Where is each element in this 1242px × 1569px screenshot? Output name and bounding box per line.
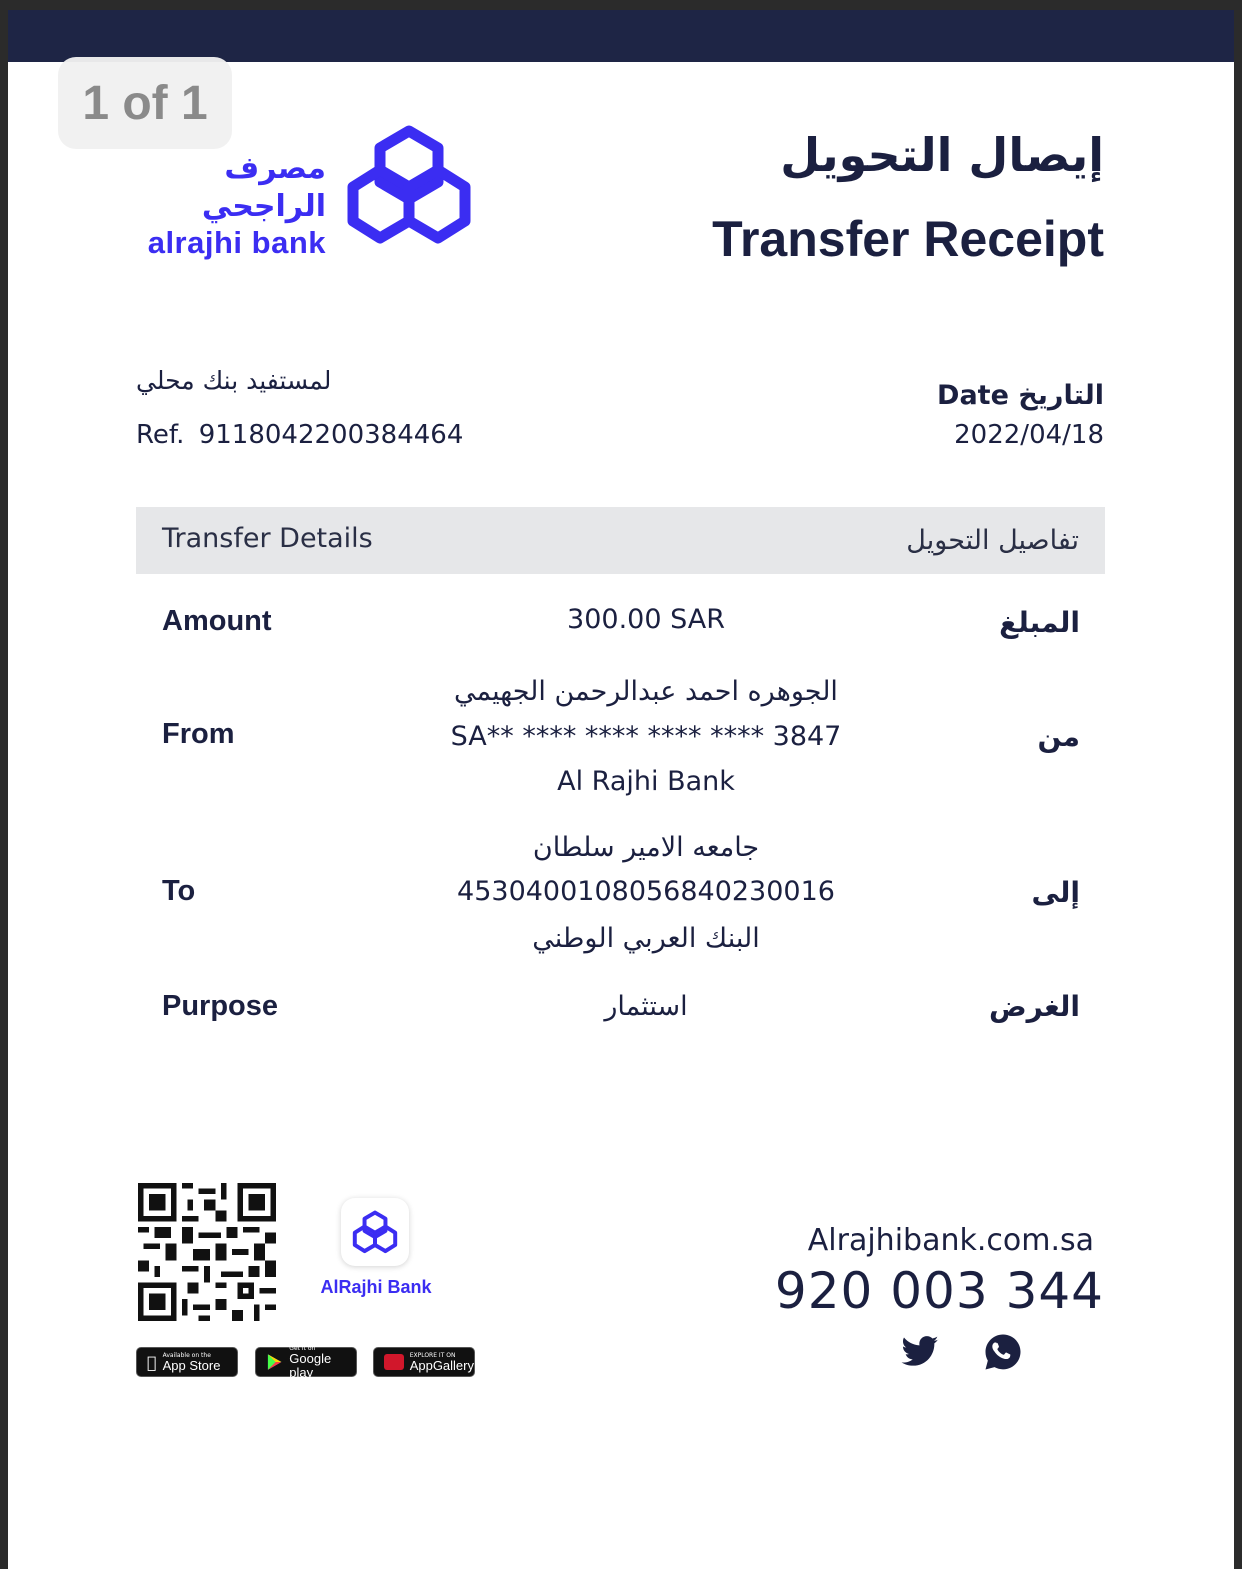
to-bank: البنك العربي الوطني [532, 923, 760, 954]
to-label-ar: إلى [1031, 876, 1080, 909]
ref-value: 9118042200384464 [198, 420, 464, 450]
huawei-icon [384, 1354, 404, 1370]
reference-number [136, 420, 463, 450]
details-header-ar: تفاصيل التحويل [906, 525, 1079, 556]
beneficiary-type: لمستفيد بنك محلي [136, 366, 332, 395]
purpose-value: استثمار [604, 991, 688, 1022]
receipt-title-en: Transfer Receipt [712, 211, 1104, 267]
google-play-icon [266, 1353, 283, 1371]
brand-name-en: alrajhi bank [147, 225, 326, 260]
viewer-toolbar [8, 10, 1234, 62]
details-header-en: Transfer Details [162, 523, 373, 554]
from-bank: Al Rajhi Bank [557, 766, 735, 797]
alrajhi-logo-small-icon [352, 1210, 398, 1254]
alrajhi-logo-icon [346, 124, 472, 246]
brand-name-ar: مصرف الراجحي [201, 151, 326, 224]
phone-number[interactable]: 920 003 344 [774, 1262, 1104, 1320]
amount-label: Amount [162, 605, 272, 637]
whatsapp-icon[interactable] [983, 1332, 1023, 1372]
amount-value: 300.00 SAR [567, 604, 725, 635]
alrajhi-app-icon[interactable] [341, 1198, 409, 1266]
google-play-badge[interactable]: Get it on Google play [255, 1347, 357, 1377]
twitter-icon[interactable] [900, 1332, 940, 1372]
website-link[interactable]: Alrajhibank.com.sa [807, 1223, 1094, 1258]
purpose-label: Purpose [162, 990, 279, 1022]
app-gallery-badge[interactable]: EXPLORE IT ON AppGallery [373, 1347, 475, 1377]
receipt-title-ar: إيصال التحويل [780, 128, 1104, 182]
to-name: جامعه الامير سلطان [532, 832, 760, 863]
ref-label: Ref. [136, 420, 185, 450]
apple-icon [147, 1353, 157, 1372]
from-name: الجوهره احمد عبدالرحمن الجهيمي [454, 676, 838, 707]
page-indicator: 1 of 1 [58, 57, 232, 149]
date-value: 2022/04/18 [954, 420, 1104, 450]
from-account: SA** **** **** **** **** 3847 [450, 721, 842, 752]
app-store-badge[interactable]: Available on the App Store [136, 1347, 238, 1377]
receipt-page [8, 62, 1234, 1569]
brand-wordmark [136, 150, 326, 260]
from-label-ar: من [1037, 720, 1080, 753]
amount-label-ar: المبلغ [999, 606, 1080, 639]
qr-code-icon[interactable] [138, 1183, 276, 1321]
purpose-label-ar: الغرض [989, 990, 1080, 1023]
to-account: 4530400108056840230016 [457, 876, 835, 907]
date-label: Date التاريخ [937, 380, 1104, 411]
app-name: AlRajhi Bank [320, 1277, 432, 1297]
transfer-details-header [136, 507, 1105, 574]
from-label: From [162, 718, 235, 750]
to-label: To [162, 875, 196, 907]
